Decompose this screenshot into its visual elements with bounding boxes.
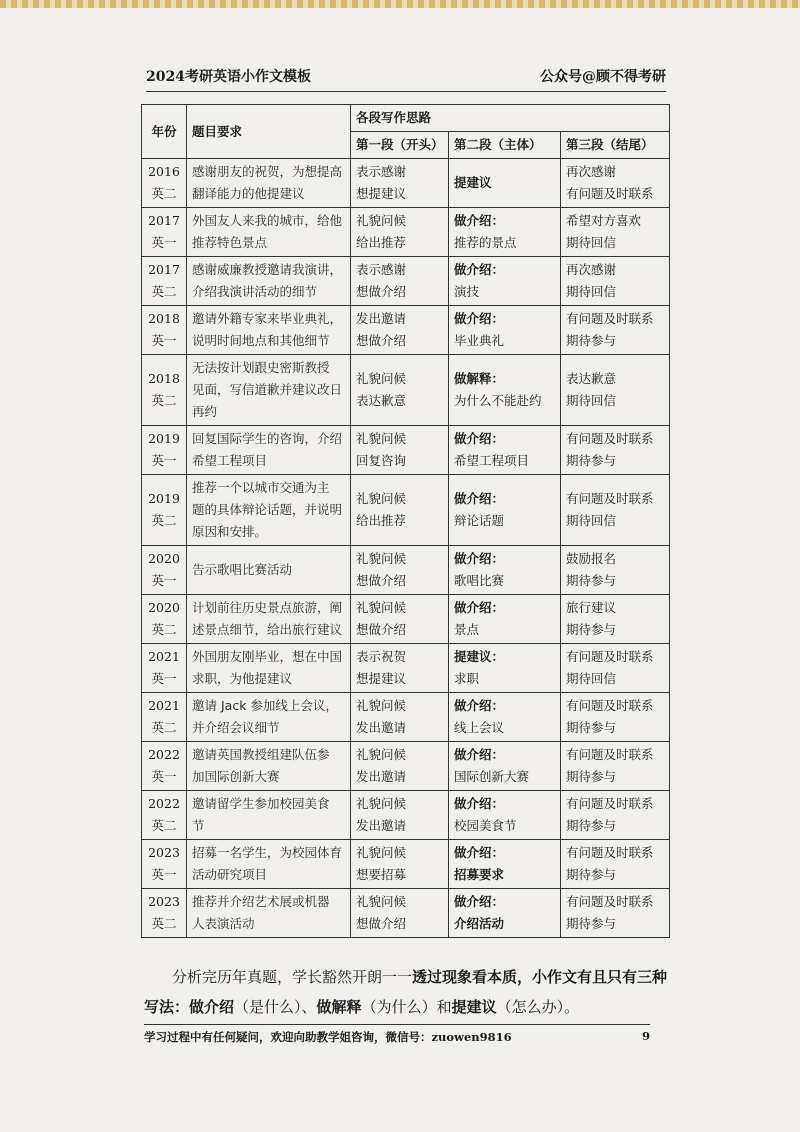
cell-paragraph-1 — [351, 840, 449, 889]
header-paragraph-ideas: 各段写作思路 — [351, 105, 670, 132]
cell-line: 旅行建议 — [566, 600, 617, 615]
cell-year — [142, 840, 187, 889]
para-text-6: （怎么办）。 — [496, 998, 580, 1016]
cell-line: 邀请留学生参加校园美食 — [192, 796, 330, 811]
cell-line: 推荐特色景点 — [192, 235, 268, 250]
cell-requirement — [187, 257, 351, 306]
cell-paragraph-2 — [449, 791, 561, 840]
cell-paragraph-2 — [449, 306, 561, 355]
cell-requirement — [187, 889, 351, 938]
cell-year — [142, 546, 187, 595]
cell-line: 有问题及时联系 — [566, 796, 654, 811]
table-row — [142, 840, 670, 889]
year-value: 2020 — [148, 551, 180, 566]
cell-paragraph-2 — [449, 208, 561, 257]
cell-line: 发出邀请 — [356, 818, 407, 833]
header-requirement: 题目要求 — [187, 105, 351, 159]
cell-line: 做解释： — [454, 371, 505, 386]
cell-line: 表示感谢 — [356, 164, 407, 179]
cell-paragraph-2 — [449, 742, 561, 791]
cell-requirement — [187, 840, 351, 889]
cell-line: 有问题及时联系 — [566, 845, 654, 860]
table-row — [142, 693, 670, 742]
essay-template-table — [141, 104, 670, 938]
cell-line: 有问题及时联系 — [566, 311, 654, 326]
cell-year — [142, 889, 187, 938]
para-text-3: 写法： — [144, 998, 190, 1016]
cell-line: 校园美食节 — [454, 818, 517, 833]
exam-type: 英一 — [151, 235, 177, 250]
para-method-suggest: 提建议 — [451, 998, 497, 1016]
cell-line: 辩论话题 — [454, 513, 505, 528]
para-method-explain: 做解释 — [316, 998, 362, 1016]
cell-line: 见面，写信道歉并建议改日 — [192, 382, 343, 397]
cell-line: 期待参与 — [566, 622, 617, 637]
cell-line: 加国际创新大赛 — [192, 769, 280, 784]
cell-line: 人表演活动 — [192, 916, 255, 931]
cell-line: 礼貌问候 — [356, 600, 407, 615]
cell-line: 感谢威廉教授邀请我演讲， — [192, 262, 343, 277]
cell-line: 有问题及时联系 — [566, 894, 654, 909]
cell-requirement — [187, 208, 351, 257]
cell-year — [142, 475, 187, 546]
cell-line: 毕业典礼 — [454, 333, 505, 348]
table-body — [142, 159, 670, 938]
cell-paragraph-1 — [351, 475, 449, 546]
exam-type: 英二 — [151, 818, 177, 833]
cell-line: 做介绍： — [454, 213, 505, 228]
cell-line: 礼貌问候 — [356, 698, 407, 713]
cell-line: 礼貌问候 — [356, 491, 407, 506]
cell-line: 发出邀请 — [356, 720, 407, 735]
cell-paragraph-3 — [561, 208, 670, 257]
table-row — [142, 742, 670, 791]
table-row — [142, 889, 670, 938]
page-number: 9 — [641, 1029, 650, 1043]
cell-line: 招募一名学生，为校园体育 — [192, 845, 343, 860]
cell-line: 并介绍会议细节 — [192, 720, 280, 735]
cell-requirement — [187, 546, 351, 595]
cell-paragraph-1 — [351, 208, 449, 257]
cell-paragraph-3 — [561, 595, 670, 644]
cell-line: 想提建议 — [356, 186, 407, 201]
table-row — [142, 257, 670, 306]
cell-paragraph-1 — [351, 355, 449, 426]
cell-line: 期待回信 — [566, 513, 617, 528]
cell-requirement — [187, 426, 351, 475]
cell-line: 招募要求 — [454, 867, 505, 882]
cell-requirement — [187, 306, 351, 355]
cell-line: 介绍我演讲活动的细节 — [192, 284, 318, 299]
cell-line: 期待回信 — [566, 671, 617, 686]
cell-paragraph-3 — [561, 306, 670, 355]
exam-type: 英一 — [151, 573, 177, 588]
cell-line: 做介绍： — [454, 431, 505, 446]
cell-paragraph-2 — [449, 644, 561, 693]
cell-line: 礼貌问候 — [356, 551, 407, 566]
cell-line: 回复国际学生的咨询，介绍 — [192, 431, 343, 446]
cell-requirement — [187, 791, 351, 840]
year-value: 2019 — [148, 431, 180, 446]
cell-line: 做介绍： — [454, 747, 505, 762]
year-value: 2020 — [148, 600, 180, 615]
cell-line: 表示感谢 — [356, 262, 407, 277]
cell-line: 礼貌问候 — [356, 747, 407, 762]
cell-line: 发出邀请 — [356, 311, 407, 326]
cell-line: 求职 — [454, 671, 480, 686]
cell-line: 线上会议 — [454, 720, 505, 735]
cell-line: 想做介绍 — [356, 573, 407, 588]
cell-line: 期待参与 — [566, 818, 617, 833]
cell-paragraph-1 — [351, 693, 449, 742]
cell-line: 期待参与 — [566, 453, 617, 468]
cell-line: 做介绍： — [454, 262, 505, 277]
exam-type: 英二 — [151, 186, 177, 201]
cell-line: 有问题及时联系 — [566, 747, 654, 762]
cell-line: 外国朋友刚毕业，想在中国 — [192, 649, 343, 664]
cell-line: 想要招募 — [356, 867, 407, 882]
cell-paragraph-3 — [561, 257, 670, 306]
cell-paragraph-2 — [449, 355, 561, 426]
summary-paragraph — [144, 962, 672, 1022]
year-value: 2021 — [148, 698, 180, 713]
cell-paragraph-3 — [561, 159, 670, 208]
cell-line: 有问题及时联系 — [566, 698, 654, 713]
cell-line: 有问题及时联系 — [566, 186, 654, 201]
table-row — [142, 475, 670, 546]
cell-line: 表示祝贺 — [356, 649, 407, 664]
table-row — [142, 595, 670, 644]
cell-year — [142, 208, 187, 257]
cell-requirement — [187, 644, 351, 693]
exam-type: 英二 — [151, 916, 177, 931]
cell-line: 做介绍： — [454, 894, 505, 909]
cell-paragraph-2 — [449, 889, 561, 938]
cell-paragraph-1 — [351, 742, 449, 791]
cell-line: 推荐的景点 — [454, 235, 517, 250]
cell-line: 表达歉意 — [356, 393, 407, 408]
cell-paragraph-1 — [351, 426, 449, 475]
year-value: 2019 — [148, 491, 180, 506]
cell-line: 做介绍： — [454, 845, 505, 860]
year-value: 2016 — [148, 164, 180, 179]
cell-line: 再次感谢 — [566, 164, 617, 179]
cell-paragraph-3 — [561, 546, 670, 595]
cell-paragraph-3 — [561, 475, 670, 546]
cell-line: 原因和安排。 — [192, 524, 268, 539]
cell-line: 礼貌问候 — [356, 431, 407, 446]
page-footer — [144, 1024, 650, 1045]
cell-paragraph-1 — [351, 257, 449, 306]
cell-line: 介绍活动 — [454, 916, 505, 931]
cell-line: 希望工程项目 — [192, 453, 268, 468]
para-text-2: ，小作文有且只有三种 — [517, 968, 668, 986]
exam-type: 英一 — [151, 671, 177, 686]
cell-year — [142, 159, 187, 208]
cell-line: 题的具体辩论话题，并说明 — [192, 502, 343, 517]
cell-line: 活动研究项目 — [192, 867, 268, 882]
page-header — [146, 62, 666, 92]
year-value: 2022 — [148, 747, 180, 762]
year-value: 2023 — [148, 894, 180, 909]
cell-line: 邀请 Jack 参加线上会议， — [192, 698, 338, 713]
cell-line: 给出推荐 — [356, 513, 407, 528]
exam-type: 英一 — [151, 769, 177, 784]
header-paragraph-2: 第二段（主体） — [449, 132, 561, 159]
exam-type: 英一 — [151, 333, 177, 348]
cell-line: 推荐并介绍艺术展或机器 — [192, 894, 330, 909]
year-value: 2021 — [148, 649, 180, 664]
cell-line: 计划前往历史景点旅游，阐 — [192, 600, 343, 615]
table-row — [142, 355, 670, 426]
cell-line: 期待参与 — [566, 573, 617, 588]
cell-line: 感谢朋友的祝贺，为想提高 — [192, 164, 343, 179]
table-row — [142, 306, 670, 355]
cell-line: 期待参与 — [566, 916, 617, 931]
cell-line: 想提建议 — [356, 671, 407, 686]
year-value: 2017 — [148, 213, 180, 228]
cell-paragraph-2 — [449, 840, 561, 889]
cell-year — [142, 306, 187, 355]
header-title: 2024考研英语小作文模板 — [146, 69, 311, 85]
year-value: 2017 — [148, 262, 180, 277]
header-paragraph-3: 第三段（结尾） — [561, 132, 670, 159]
cell-paragraph-1 — [351, 595, 449, 644]
cell-year — [142, 693, 187, 742]
cell-requirement — [187, 159, 351, 208]
cell-line: 告示歌唱比赛活动 — [192, 562, 293, 577]
cell-paragraph-2 — [449, 546, 561, 595]
cell-line: 做介绍： — [454, 551, 505, 566]
cell-requirement — [187, 475, 351, 546]
cell-paragraph-3 — [561, 791, 670, 840]
cell-year — [142, 791, 187, 840]
cell-line: 邀请外籍专家来毕业典礼， — [192, 311, 343, 326]
cell-line: 礼貌问候 — [356, 796, 407, 811]
cell-line: 求职，为他提建议 — [192, 671, 293, 686]
cell-paragraph-1 — [351, 889, 449, 938]
cell-paragraph-2 — [449, 595, 561, 644]
header-year: 年份 — [142, 105, 187, 159]
cell-line: 期待回信 — [566, 284, 617, 299]
exam-type: 英二 — [151, 720, 177, 735]
cell-line: 有问题及时联系 — [566, 431, 654, 446]
cell-line: 礼貌问候 — [356, 845, 407, 860]
year-value: 2018 — [148, 371, 180, 386]
cell-line: 想做介绍 — [356, 622, 407, 637]
cell-line: 想做介绍 — [356, 333, 407, 348]
cell-line: 做介绍： — [454, 698, 505, 713]
para-method-introduce: 做介绍 — [189, 998, 235, 1016]
cell-line: 期待回信 — [566, 393, 617, 408]
cell-paragraph-2 — [449, 159, 561, 208]
cell-paragraph-1 — [351, 159, 449, 208]
cell-line: 鼓励报名 — [566, 551, 617, 566]
header-paragraph-1: 第一段（开头） — [351, 132, 449, 159]
year-value: 2018 — [148, 311, 180, 326]
cell-line: 希望工程项目 — [454, 453, 530, 468]
page-top-edge — [0, 0, 800, 8]
cell-requirement — [187, 595, 351, 644]
para-text-5: （为什么）和 — [361, 998, 452, 1016]
cell-line: 邀请英国教授组建队伍参 — [192, 747, 330, 762]
cell-line: 表达歉意 — [566, 371, 617, 386]
table-row — [142, 426, 670, 475]
cell-line: 无法按计划跟史密斯教授 — [192, 360, 330, 375]
cell-line: 节 — [192, 818, 205, 833]
cell-paragraph-2 — [449, 475, 561, 546]
cell-paragraph-1 — [351, 546, 449, 595]
cell-line: 期待参与 — [566, 720, 617, 735]
cell-line: 推荐一个以城市交通为主 — [192, 480, 330, 495]
cell-line: 期待参与 — [566, 769, 617, 784]
cell-line: 做介绍： — [454, 796, 505, 811]
cell-line: 礼貌问候 — [356, 213, 407, 228]
table-row — [142, 546, 670, 595]
header-account: 公众号@顾不得考研 — [540, 69, 666, 85]
cell-line: 演技 — [454, 284, 480, 299]
cell-line: 有问题及时联系 — [566, 491, 654, 506]
cell-line: 做介绍： — [454, 311, 505, 326]
cell-paragraph-3 — [561, 889, 670, 938]
cell-line: 回复咨询 — [356, 453, 407, 468]
cell-paragraph-3 — [561, 644, 670, 693]
exam-type: 英二 — [151, 393, 177, 408]
cell-paragraph-2 — [449, 426, 561, 475]
exam-type: 英二 — [151, 284, 177, 299]
cell-paragraph-2 — [449, 693, 561, 742]
footer-contact: 学习过程中有任何疑问，欢迎向助教学姐咨询，微信号：zuowen9816 — [144, 1030, 512, 1044]
exam-type: 英一 — [151, 453, 177, 468]
cell-line: 景点 — [454, 622, 480, 637]
year-value: 2023 — [148, 845, 180, 860]
cell-line: 外国友人来我的城市，给他 — [192, 213, 343, 228]
cell-paragraph-3 — [561, 355, 670, 426]
cell-requirement — [187, 742, 351, 791]
cell-line: 为什么不能赴约 — [454, 393, 542, 408]
table-row — [142, 644, 670, 693]
table-row — [142, 159, 670, 208]
cell-year — [142, 742, 187, 791]
cell-line: 做介绍： — [454, 600, 505, 615]
cell-paragraph-3 — [561, 742, 670, 791]
para-text-1: 分析完历年真题，学长豁然开朗一一 — [172, 968, 413, 986]
cell-line: 再次感谢 — [566, 262, 617, 277]
cell-line: 期待参与 — [566, 867, 617, 882]
para-emphasis-essence: 透过现象看本质 — [412, 968, 518, 986]
cell-line: 期待回信 — [566, 235, 617, 250]
cell-paragraph-3 — [561, 693, 670, 742]
cell-line: 想做介绍 — [356, 284, 407, 299]
cell-paragraph-2 — [449, 257, 561, 306]
cell-paragraph-3 — [561, 840, 670, 889]
cell-line: 说明时间地点和其他细节 — [192, 333, 330, 348]
cell-paragraph-3 — [561, 426, 670, 475]
cell-line: 给出推荐 — [356, 235, 407, 250]
cell-line: 有问题及时联系 — [566, 649, 654, 664]
cell-line: 提建议： — [454, 649, 505, 664]
cell-year — [142, 355, 187, 426]
cell-requirement — [187, 355, 351, 426]
cell-paragraph-1 — [351, 644, 449, 693]
cell-line: 国际创新大赛 — [454, 769, 530, 784]
para-text-4: （是什么）、 — [234, 998, 317, 1016]
exam-type: 英二 — [151, 622, 177, 637]
cell-line: 期待参与 — [566, 333, 617, 348]
exam-type: 英一 — [151, 867, 177, 882]
cell-line: 再约 — [192, 404, 218, 419]
cell-line: 做介绍： — [454, 491, 505, 506]
cell-line: 歌唱比赛 — [454, 573, 505, 588]
cell-line: 翻译能力的他提建议 — [192, 186, 305, 201]
cell-line: 发出邀请 — [356, 769, 407, 784]
year-value: 2022 — [148, 796, 180, 811]
cell-year — [142, 257, 187, 306]
cell-line: 想做介绍 — [356, 916, 407, 931]
exam-type: 英二 — [151, 513, 177, 528]
cell-paragraph-1 — [351, 791, 449, 840]
cell-requirement — [187, 693, 351, 742]
cell-line: 礼貌问候 — [356, 894, 407, 909]
cell-line: 礼貌问候 — [356, 371, 407, 386]
table-row — [142, 791, 670, 840]
cell-line: 述景点细节，给出旅行建议 — [192, 622, 343, 637]
cell-paragraph-1 — [351, 306, 449, 355]
cell-line: 提建议 — [454, 175, 492, 190]
table-row — [142, 208, 670, 257]
cell-year — [142, 595, 187, 644]
cell-line: 希望对方喜欢 — [566, 213, 642, 228]
cell-year — [142, 644, 187, 693]
cell-year — [142, 426, 187, 475]
